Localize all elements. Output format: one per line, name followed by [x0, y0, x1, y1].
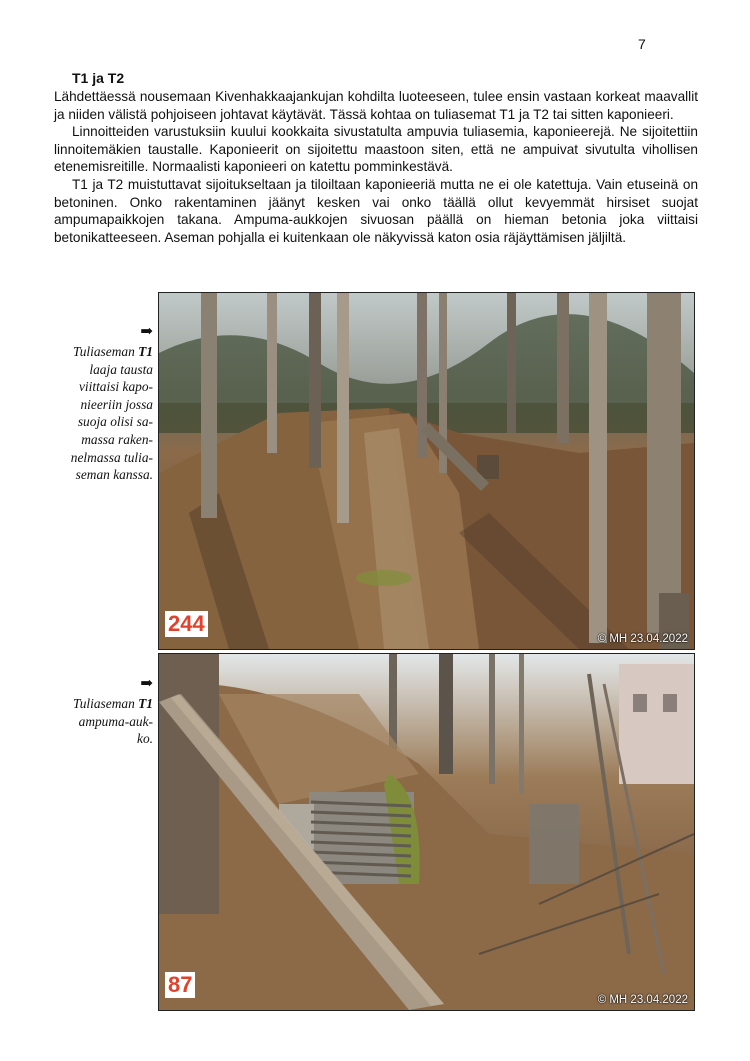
page-number: 7 — [638, 36, 646, 52]
forest-trench-photo — [158, 292, 695, 650]
caption-line: ampuma-auk- — [78, 713, 153, 729]
caption-line: Tuliaseman T1 — [73, 696, 153, 711]
caption-line: suoja olisi sa- — [77, 414, 153, 430]
photo-number-badge: 244 — [165, 611, 208, 637]
firing-port-image — [159, 654, 694, 1010]
paragraph: T1 ja T2 muistuttavat sijoitukseltaan ja tiloiltaan kaponieeriä mutta ne ei ole katettuja. Vain etuseinä on betoninen. Onko rakentaminen jäänyt kesken vai onko täällä ollut kevyemmät hirsiset suojat ampumapaikkojen takana. Ampuma-aukkojen sivuosan päällä on hieman betonia joka viittaisi betonikatteeseen. Aseman pohjalla ei kuitenkaan ole näkyvissä katon osia räjäyttämisen jäljiltä. — [54, 176, 698, 245]
body-text — [54, 88, 698, 246]
paragraph: Lähdettäessä nousemaan Kivenhakkaajankujan kohdilta luoteeseen, tulee ensin vastaan korkeat maavallit ja niiden välistä pohjoiseen johtavat käytävät. Tässä kohtaa on tuliasemat T1 ja T2 tai sitten kaponieeri. — [54, 89, 698, 122]
caption-line: nelmassa tulia- — [70, 449, 153, 465]
firing-port-photo — [158, 653, 695, 1011]
caption-line: massa raken- — [81, 431, 153, 447]
photo-number-badge: 87 — [165, 972, 195, 998]
photo-credit: © MH 23.04.2022 — [597, 633, 688, 645]
caption-line: ko. — [137, 731, 153, 747]
paragraph: Linnoitteiden varustuksiin kuului kookkaita sivustatulta ampuvia tuliasemia, kaponieerejä. Ne sijoitettiin linnoitemäkien taustalle. Kaponieerit on sijoitettu maastoon siten, että ne ampuivat sivutulta vihollisen etenemisreitille. Normaalisti kaponieeri on katettu pomminkestävä. — [54, 124, 698, 175]
arrow-right-icon: ➡ — [140, 324, 153, 340]
section-heading: T1 ja T2 — [72, 70, 125, 86]
caption-line: Tuliaseman T1 — [73, 344, 153, 359]
caption-line: viittaisi kapo- — [78, 379, 153, 395]
caption-line: seman kanssa. — [75, 467, 153, 483]
caption-line: nieeriin jossa — [80, 396, 153, 412]
forest-trench-image — [159, 293, 694, 649]
caption-line: laaja tausta — [89, 361, 153, 377]
arrow-right-icon: ➡ — [140, 676, 153, 692]
figure-caption-1 — [53, 324, 153, 484]
figure-caption-2 — [53, 676, 153, 748]
photo-credit: © MH 23.04.2022 — [597, 994, 688, 1006]
